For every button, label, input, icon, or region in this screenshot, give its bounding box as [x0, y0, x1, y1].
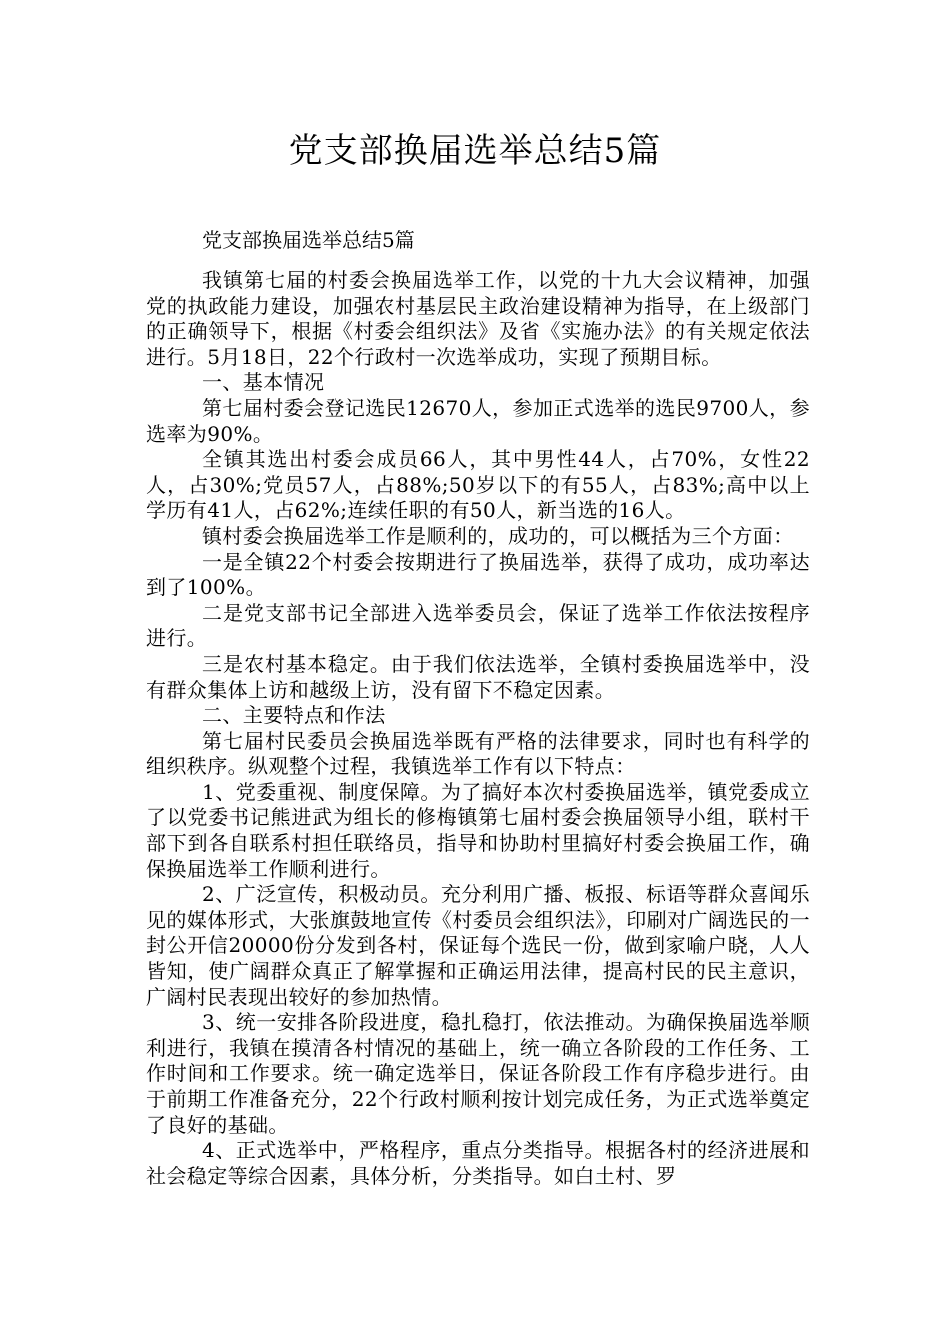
- section-heading-features: 二、主要特点和作法: [202, 703, 386, 728]
- paragraph-members: 全镇其选出村委会成员66人，其中男性44人，占70%，女性22人，占30%;党员57人，占88%;50岁以下的有55人，占83%;高中以上学历有41人，占62%;连续任职的有50人，新当选的16人。: [146, 447, 810, 523]
- paragraph-voters: 第七届村委会登记选民12670人，参加正式选举的选民9700人，参选率为90%。: [146, 395, 810, 446]
- paragraph-point-one: 一是全镇22个村委会按期进行了换届选举，获得了成功，成功率达到了100%。: [146, 549, 810, 600]
- paragraph-feature-4: 4、正式选举中，严格程序，重点分类指导。根据各村的经济进展和社会稳定等综合因素，具体分析，分类指导。如白土村、罗: [146, 1138, 810, 1188]
- paragraph-intro: 我镇第七届的村委会换届选举工作，以党的十九大会议精神，加强党的执政能力建设，加强农村基层民主政治建设精神为指导，在上级部门的正确领导下，根据《村委会组织法》及省《实施办法》的有关规定依法进行。5月18日，22个行政村一次选举成功，实现了预期目标。: [146, 268, 810, 369]
- paragraph-feature-3: 3、统一安排各阶段进度，稳扎稳打，依法推动。为确保换届选举顺利进行，我镇在摸清各村情况的基础上，统一确立各阶段的工作任务、工作时间和工作要求。统一确定选举日，保证各阶段工作有序稳步进行。由于前期工作准备充分，22个行政村顺利按计划完成任务，为正式选举奠定了良好的基础。: [146, 1010, 810, 1137]
- document-subtitle: 党支部换届选举总结5篇: [202, 228, 415, 252]
- paragraph-point-three: 三是农村基本稳定。由于我们依法选举，全镇村委换届选举中，没有群众集体上访和越级上访，没有留下不稳定因素。: [146, 651, 810, 702]
- paragraph-feature-1: 1、党委重视、制度保障。为了搞好本次村委换届选举，镇党委成立了以党委书记熊进武为组长的修梅镇第七届村委会换届领导小组，联村干部下到各自联系村担任联络员，指导和协助村里搞好村委会换届工作，确保换届选举工作顺利进行。: [146, 779, 810, 881]
- document-title: 党支部换届选举总结5篇: [288, 131, 662, 171]
- section-heading-basic: 一、基本情况: [202, 370, 325, 395]
- paragraph-features-intro: 第七届村民委员会换届选举既有严格的法律要求，同时也有科学的组织秩序。纵观整个过程，我镇选举工作有以下特点：: [146, 728, 810, 779]
- paragraph-point-two: 二是党支部书记全部进入选举委员会，保证了选举工作依法按程序进行。: [146, 600, 810, 651]
- paragraph-summary: 镇村委会换届选举工作是顺利的，成功的，可以概括为三个方面：: [202, 523, 794, 548]
- paragraph-feature-2: 2、广泛宣传，积极动员。充分利用广播、板报、标语等群众喜闻乐见的媒体形式，大张旗鼓地宣传《村委员会组织法》，印刷对广阔选民的一封公开信20000份分发到各村，保证每个选民一份，做到家喻户晓，人人皆知，使广阔群众真正了解掌握和正确运用法律，提高村民的民主意识，广阔村民表现出较好的参加热情。: [146, 882, 810, 1009]
- document-body: [146, 268, 810, 1189]
